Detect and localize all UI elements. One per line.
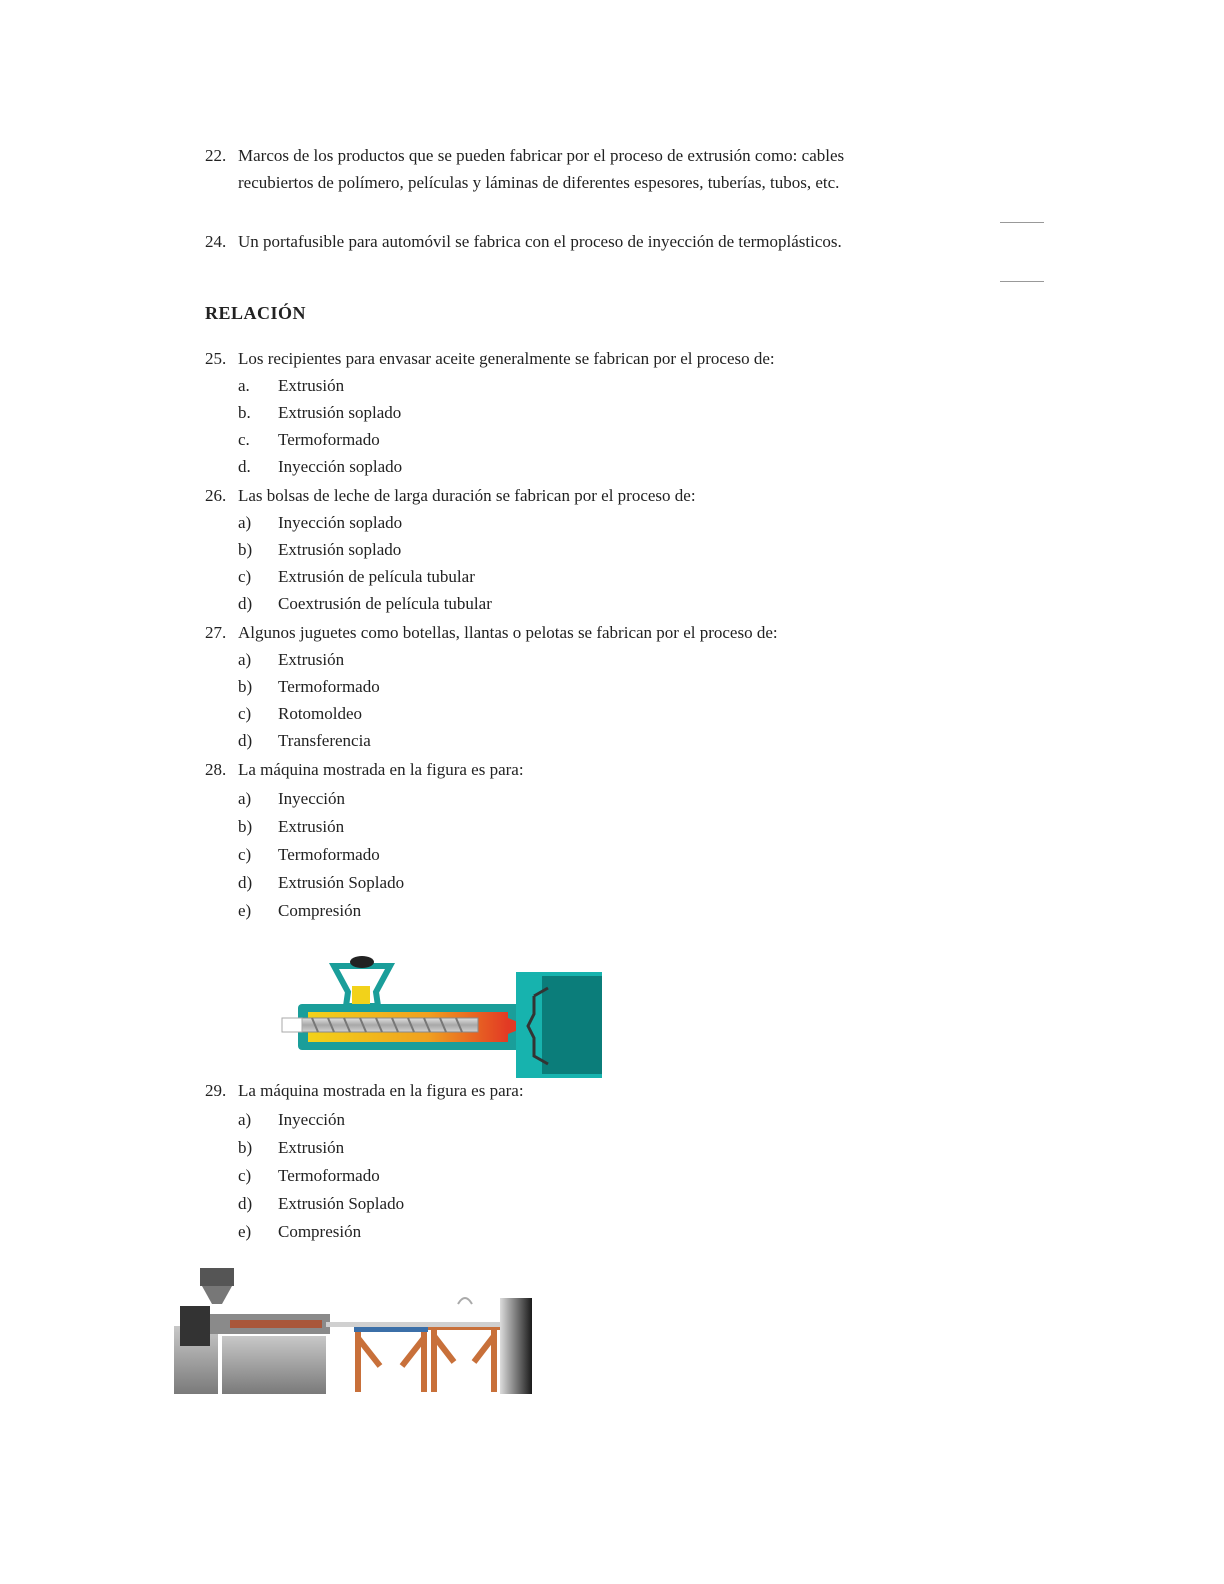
- item-text: recubiertos de polímero, películas y láminas de diferentes espesores, tuberías, tubos, etc.: [238, 173, 840, 192]
- answer-option[interactable]: b. Extrusión soplado: [238, 403, 402, 422]
- injection-machine-figure: [272, 948, 608, 1080]
- answer-option[interactable]: e) Compresión: [238, 1222, 362, 1241]
- answer-option[interactable]: a) Extrusión: [238, 650, 345, 669]
- question-text: Algunos juguetes como botellas, llantas o pelotas se fabrican por el proceso de:: [238, 623, 778, 642]
- question-text: La máquina mostrada en la figura es para:: [238, 1081, 524, 1100]
- question-number: 27.: [205, 623, 227, 642]
- answer-line: [1000, 214, 1044, 223]
- answer-option[interactable]: d) Extrusión Soplado: [238, 1194, 405, 1213]
- item-text: Un portafusible para automóvil se fabrica con el proceso de inyección de termoplásticos.: [238, 232, 842, 251]
- answer-option[interactable]: c) Rotomoldeo: [238, 704, 363, 723]
- item-number: 24.: [205, 232, 227, 251]
- answer-option[interactable]: c) Termoformado: [238, 1166, 380, 1185]
- answer-option[interactable]: b) Extrusión soplado: [238, 540, 402, 559]
- question-number: 25.: [205, 349, 227, 368]
- answer-option[interactable]: c) Extrusión de película tubular: [238, 567, 475, 586]
- question-text: Los recipientes para envasar aceite generalmente se fabrican por el proceso de:: [238, 349, 775, 368]
- answer-option[interactable]: a. Extrusión: [238, 376, 345, 395]
- answer-option[interactable]: c) Termoformado: [238, 845, 380, 864]
- answer-option[interactable]: a) Inyección soplado: [238, 513, 403, 532]
- question-number: 26.: [205, 486, 227, 505]
- question-text: La máquina mostrada en la figura es para:: [238, 760, 524, 779]
- answer-option[interactable]: b) Extrusión: [238, 1138, 345, 1157]
- answer-option[interactable]: d) Extrusión Soplado: [238, 873, 405, 892]
- answer-option[interactable]: c. Termoformado: [238, 430, 380, 449]
- answer-option[interactable]: b) Extrusión: [238, 817, 345, 836]
- section-title: RELACIÓN: [205, 303, 307, 323]
- answer-line: [1000, 273, 1044, 282]
- answer-option[interactable]: d) Coextrusión de película tubular: [238, 594, 492, 613]
- answer-option[interactable]: d) Transferencia: [238, 731, 371, 750]
- answer-option[interactable]: a) Inyección: [238, 1110, 346, 1129]
- answer-option[interactable]: d. Inyección soplado: [238, 457, 403, 476]
- answer-option[interactable]: a) Inyección: [238, 789, 346, 808]
- item-text: Marcos de los productos que se pueden fabricar por el proceso de extrusión como: cables: [238, 146, 845, 165]
- question-number: 28.: [205, 760, 227, 779]
- item-number: 22.: [205, 146, 227, 165]
- question-text: Las bolsas de leche de larga duración se fabrican por el proceso de:: [238, 486, 696, 505]
- answer-option[interactable]: e) Compresión: [238, 901, 362, 920]
- question-number: 29.: [205, 1081, 227, 1100]
- answer-option[interactable]: b) Termoformado: [238, 677, 380, 696]
- extrusion-line-figure: [170, 1266, 534, 1396]
